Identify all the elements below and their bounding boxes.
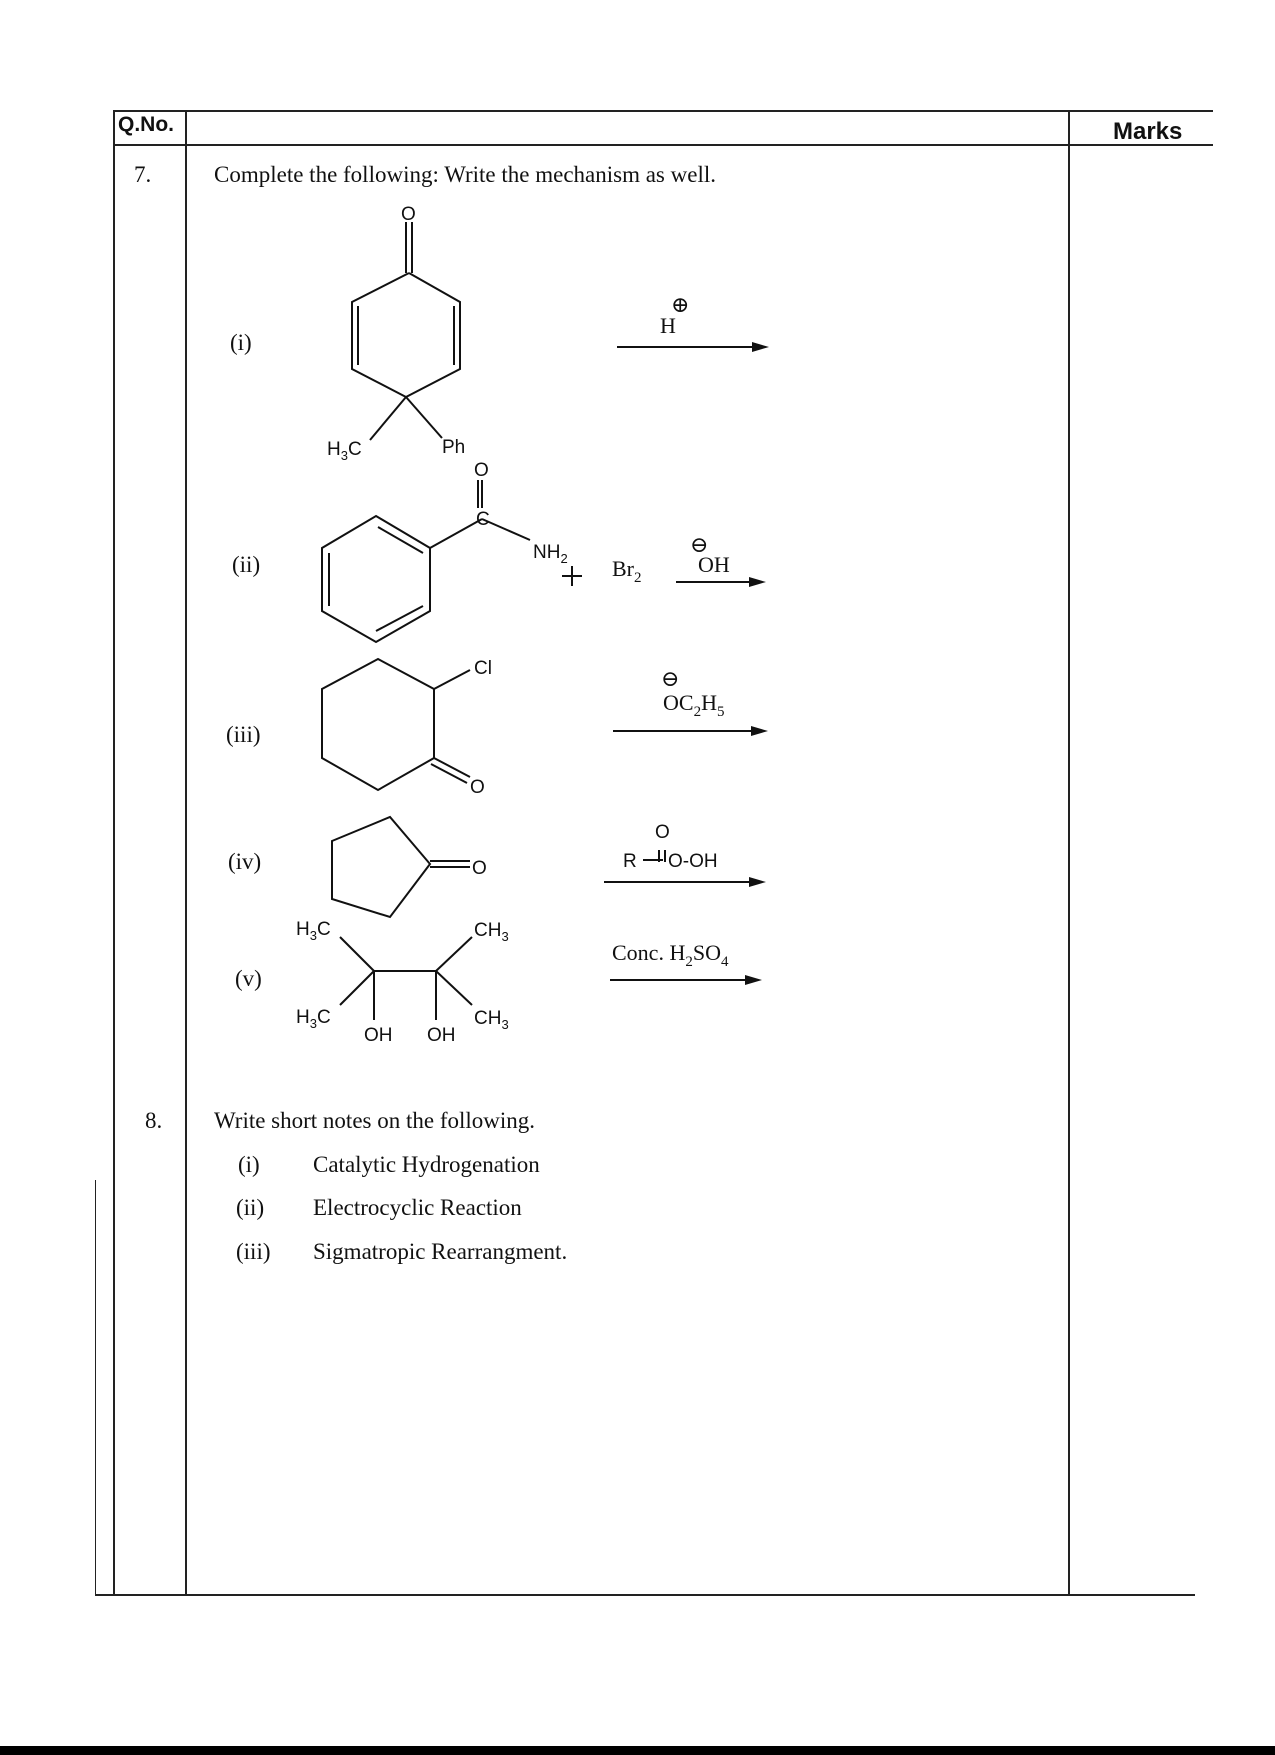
svg-text:NH2: $NH_2$	[533, 542, 568, 566]
ethoxide-reagent: $OC_2H_5$	[663, 690, 725, 720]
svg-text:OH: OH	[427, 1025, 456, 1046]
hydroxide-charge: ⊖	[690, 532, 709, 557]
peracid-reagent: R	[623, 851, 637, 872]
qno-header: Q.No.	[118, 113, 174, 136]
svg-text:OH: OH	[364, 1025, 393, 1046]
hydroxide-reagent: OH	[698, 552, 730, 577]
q8-item-3-label: (iii)	[236, 1239, 271, 1264]
part-7-ii-label: (ii)	[232, 552, 261, 577]
table-bottom-border	[95, 1594, 1195, 1596]
proton-reagent: H	[660, 313, 676, 338]
svg-text:Ph: Ph	[442, 437, 466, 458]
q8-item-3-text: Sigmatropic Rearrangment.	[313, 1239, 568, 1264]
part-7-i-label: (i)	[230, 330, 252, 355]
proton-reagent-charge: ⊕	[671, 292, 690, 317]
svg-text:H3C: $H_3C$	[296, 1007, 331, 1031]
svg-text:O-OH: O-OH	[668, 851, 718, 872]
question-8-prompt: Write short notes on the following.	[214, 1108, 536, 1133]
chlorocyclohexanone-structure	[322, 659, 470, 790]
part-7-v-label: (v)	[235, 966, 262, 991]
sulfuric-acid-reagent: Conc. $H_2SO_4$	[612, 940, 729, 970]
bromine-reagent: $Br_2$	[612, 556, 642, 586]
q8-item-1-label: (i)	[238, 1152, 260, 1177]
cyclopentanone-structure	[332, 817, 470, 917]
svg-text:O: O	[472, 858, 487, 879]
q8-item-2-label: (ii)	[236, 1195, 265, 1220]
scan-bottom-edge	[0, 1746, 1275, 1755]
question-8-number: 8.	[145, 1108, 163, 1133]
question-7-number: 7.	[134, 162, 152, 187]
svg-text:CH3: $CH_3$	[474, 1008, 509, 1032]
part-7-iv-label: (iv)	[228, 849, 262, 874]
svg-text:O: O	[474, 460, 489, 481]
dienone-structure	[352, 222, 460, 440]
ethoxide-charge: ⊖	[661, 666, 680, 691]
svg-text:O: O	[401, 204, 416, 225]
svg-text:O: O	[655, 822, 670, 843]
part-7-iii-label: (iii)	[226, 722, 261, 747]
svg-text:CH3: $CH_3$	[474, 920, 509, 944]
svg-text:Cl: Cl	[474, 658, 492, 679]
svg-text:H3C: $H_3C$	[327, 439, 362, 463]
margin-left-rule	[95, 1180, 96, 1595]
svg-text:O: O	[470, 777, 485, 798]
q8-item-1-text: Catalytic Hydrogenation	[313, 1152, 540, 1177]
marks-header: Marks	[1113, 118, 1183, 145]
pinacol-structure	[340, 937, 472, 1020]
peracid-bonds	[643, 850, 665, 862]
q8-item-2-text: Electrocyclic Reaction	[313, 1195, 522, 1220]
question-7-prompt: Complete the following: Write the mechanism as well.	[214, 162, 716, 187]
svg-text:H3C: $H_3C$	[296, 919, 331, 943]
svg-text:C: C	[476, 509, 490, 530]
